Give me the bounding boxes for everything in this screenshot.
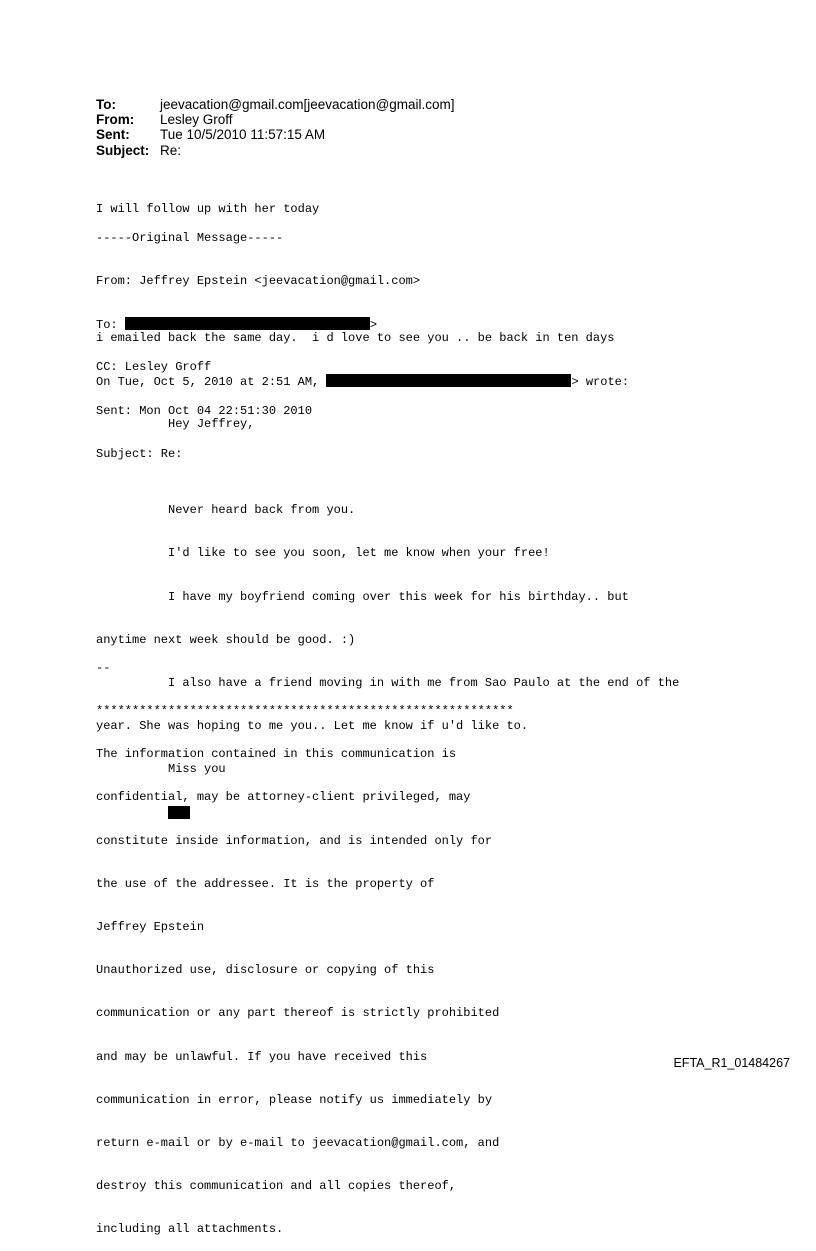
to-label: To: [96, 97, 116, 112]
original-sent: Sent: Mon Oct 04 22:51:30 2010 [96, 403, 313, 418]
attribution-line [96, 374, 629, 388]
original-cc: CC: Lesley Groff [96, 360, 212, 375]
header-from-row [96, 112, 455, 127]
email-header [96, 97, 455, 158]
original-to-prefix: To: [96, 318, 125, 333]
disclaimer-line: return e-mail or by e-mail to jeevacation@gmail.com, and [96, 1136, 500, 1151]
original-to-suffix: > [369, 318, 378, 333]
to-value: jeevacation@gmail.com[jeevacation@gmail.com] [160, 97, 455, 112]
disclaimer-stars: ********************************************************** [96, 704, 514, 719]
redaction-box [326, 374, 571, 387]
document-id: EFTA_R1_01484267 [673, 1056, 790, 1070]
original-separator: -----Original Message----- [96, 230, 284, 245]
subject-value: Re: [160, 142, 182, 158]
attribution-prefix: On Tue, Oct 5, 2010 at 2:51 AM, [96, 374, 327, 389]
disclaimer-line: Jeffrey Epstein [96, 920, 205, 935]
disclaimer-line: the use of the addressee. It is the property of [96, 876, 435, 891]
from-value: Lesley Groff [160, 112, 233, 128]
quoted-line: I have my boyfriend coming over this week for his birthday.. but [96, 589, 629, 604]
quoted-line: I'd like to see you soon, let me know when your free! [96, 546, 550, 561]
from-label: From: [96, 112, 135, 128]
quoted-line: Hey Jeffrey, [96, 416, 255, 431]
disclaimer-line: communication or any part thereof is strictly prohibited [96, 1006, 500, 1021]
reply-text: I will follow up with her today [96, 201, 320, 216]
header-to-row [96, 97, 455, 112]
disclaimer-line: constitute inside information, and is intended only for [96, 833, 493, 848]
disclaimer-line: communication in error, please notify us immediately by [96, 1092, 493, 1107]
sent-label: Sent: [96, 127, 130, 143]
quoted-line: year. She was hoping to me you.. Let me know if u'd like to. [96, 719, 529, 734]
disclaimer-line: including all attachments. [96, 1222, 284, 1237]
original-from: From: Jeffrey Epstein <jeevacation@gmail.com> [96, 274, 421, 289]
quoted-line: anytime next week should be good. :) [96, 632, 356, 647]
header-subject-row [96, 143, 455, 158]
original-body-text: i emailed back the same day. i d love to see you .. be back in ten days [96, 330, 615, 345]
disclaimer [96, 632, 514, 1251]
disclaimer-line: The information contained in this communication is [96, 747, 457, 762]
signature-dash: -- [96, 660, 111, 675]
quoted-line: I also have a friend moving in with me from Sao Paulo at the end of the [96, 676, 680, 691]
attribution-suffix: > wrote: [571, 374, 630, 389]
disclaimer-line: Unauthorized use, disclosure or copying of this [96, 963, 435, 978]
header-sent-row [96, 127, 455, 142]
subject-label: Subject: [96, 142, 150, 158]
quoted-line: Never heard back from you. [96, 503, 356, 518]
disclaimer-line: destroy this communication and all copies thereof, [96, 1179, 457, 1194]
original-subject: Subject: Re: [96, 446, 183, 461]
quoted-line: Miss you [96, 762, 226, 777]
quoted-line [96, 460, 679, 474]
disclaimer-line: confidential, may be attorney-client privileged, may [96, 790, 471, 805]
disclaimer-line: and may be unlawful. If you have received this [96, 1049, 428, 1064]
sent-value: Tue 10/5/2010 11:57:15 AM [160, 127, 326, 143]
